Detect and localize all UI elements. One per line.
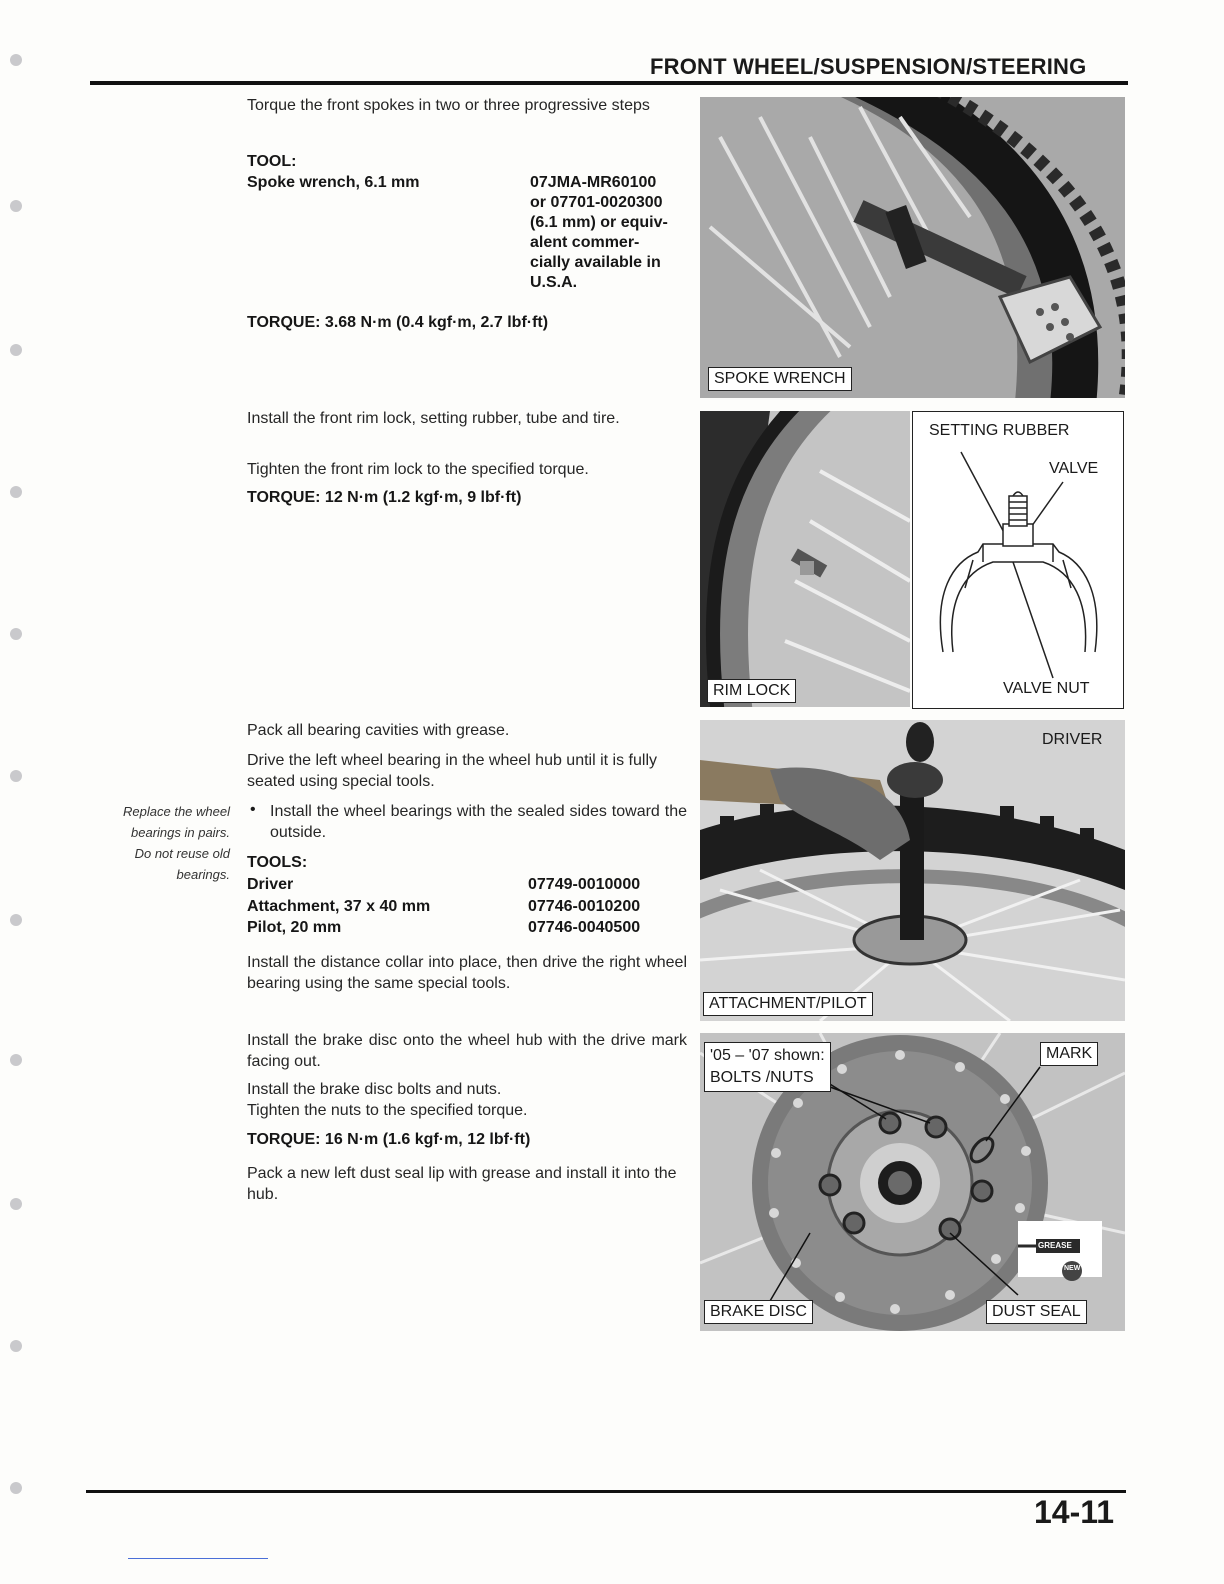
brake-disc-bolts-text: Install the brake disc bolts and nuts. (247, 1081, 502, 1098)
binder-hole (10, 1198, 22, 1210)
tool-part-line: or 07701-0020300 (530, 194, 663, 211)
mark-label: MARK (1040, 1042, 1098, 1066)
tool-row-name: Attachment, 37 x 40 mm (247, 898, 431, 915)
brake-disc-torque-spec: TORQUE: 16 N·m (1.6 kgf·m, 12 lbf·ft) (247, 1131, 531, 1148)
spoke-torque-spec: TORQUE: 3.68 N·m (0.4 kgf·m, 2.7 lbf·ft) (247, 314, 549, 331)
header-rule (90, 81, 1128, 85)
brake-disc-tighten-text: Tighten the nuts to the specified torque. (247, 1102, 528, 1119)
tool-part-line: alent commer- (530, 234, 640, 251)
tool-part-line: (6.1 mm) or equiv- (530, 214, 668, 231)
binder-hole (10, 1340, 22, 1352)
tool-row-name: Pilot, 20 mm (247, 919, 342, 936)
new-part-icon: NEW (1064, 1265, 1081, 1272)
brake-disc-label: BRAKE DISC (704, 1300, 813, 1324)
setting-rubber-label: SETTING RUBBER (929, 422, 1070, 439)
binder-hole (10, 54, 22, 66)
tool-part-line: cially available in (530, 254, 661, 271)
side-note-line: Do not reuse old (134, 846, 230, 861)
dust-seal-label: DUST SEAL (986, 1300, 1087, 1324)
valve-diagram (912, 411, 1124, 709)
binder-hole (10, 914, 22, 926)
brake-disc-install-text: Install the brake disc onto the wheel hub with the drive mark facing out. (247, 1032, 687, 1070)
tool-row-part: 07746-0040500 (528, 919, 641, 936)
tool-name: Spoke wrench, 6.1 mm (247, 174, 420, 191)
spoke-torque-intro: Torque the front spokes in two or three progressive steps (247, 97, 650, 114)
binder-hole (10, 1482, 22, 1494)
binder-hole (10, 200, 22, 212)
side-note-line: bearings in pairs. (131, 825, 230, 840)
binder-hole (10, 770, 22, 782)
spoke-wrench-photo (700, 97, 1125, 398)
bearing-drive-text: Drive the left wheel bearing in the wheel hub until it is fully seated using special tools. (247, 752, 657, 790)
spoke-wrench-label: SPOKE WRENCH (708, 367, 852, 391)
driver-label: DRIVER (1042, 731, 1103, 748)
tool-part-line: 07JMA-MR60100 (530, 174, 657, 191)
footer-rule (86, 1490, 1126, 1493)
rim-lock-torque-spec: TORQUE: 12 N·m (1.2 kgf·m, 9 lbf·ft) (247, 489, 522, 506)
tool-row-name: Driver (247, 876, 294, 893)
grease-icon: GREASE (1038, 1241, 1072, 1250)
distance-collar-text: Install the distance collar into place, then drive the right wheel bearing using the same special tools. (247, 954, 687, 992)
tool-part-line: U.S.A. (530, 274, 578, 291)
page-number: 14-11 (1034, 1494, 1115, 1530)
bearing-sealed-sides-note: Install the wheel bearings with the sealed sides toward the outside. (270, 803, 687, 841)
valve-nut-label: VALVE NUT (1003, 680, 1090, 697)
attachment-pilot-label: ATTACHMENT/PILOT (703, 992, 873, 1016)
bolts-nuts-text: BOLTS /NUTS (710, 1069, 814, 1086)
model-years-label (704, 1042, 831, 1092)
tool-row-part: 07746-0010200 (528, 898, 641, 915)
side-note-line: bearings. (176, 867, 230, 882)
binder-hole (10, 486, 22, 498)
rim-lock-photo (700, 411, 910, 707)
tool-row-part: 07749-0010000 (528, 876, 641, 893)
binder-hole (10, 344, 22, 356)
section-title: FRONT WHEEL/SUSPENSION/STEERING (650, 54, 1087, 79)
rim-lock-tighten-text: Tighten the front rim lock to the specified torque. (247, 461, 589, 478)
tool-heading: TOOL: (247, 153, 297, 170)
binder-hole (10, 1054, 22, 1066)
bearing-driver-photo (700, 720, 1125, 1021)
binder-hole (10, 628, 22, 640)
rim-lock-label: RIM LOCK (707, 679, 796, 703)
tools-heading: TOOLS: (247, 854, 308, 871)
bullet-mark: • (250, 801, 256, 818)
shown-years-text: '05 – '07 shown: (710, 1047, 825, 1064)
valve-label: VALVE (1049, 460, 1099, 477)
dust-seal-text: Pack a new left dust seal lip with grease and install it into the hub. (247, 1165, 677, 1203)
rim-lock-install-text: Install the front rim lock, setting rubber, tube and tire. (247, 410, 620, 427)
bearing-grease-text: Pack all bearing cavities with grease. (247, 722, 510, 739)
link-underline (128, 1558, 268, 1559)
side-note-line: Replace the wheel (123, 804, 230, 819)
